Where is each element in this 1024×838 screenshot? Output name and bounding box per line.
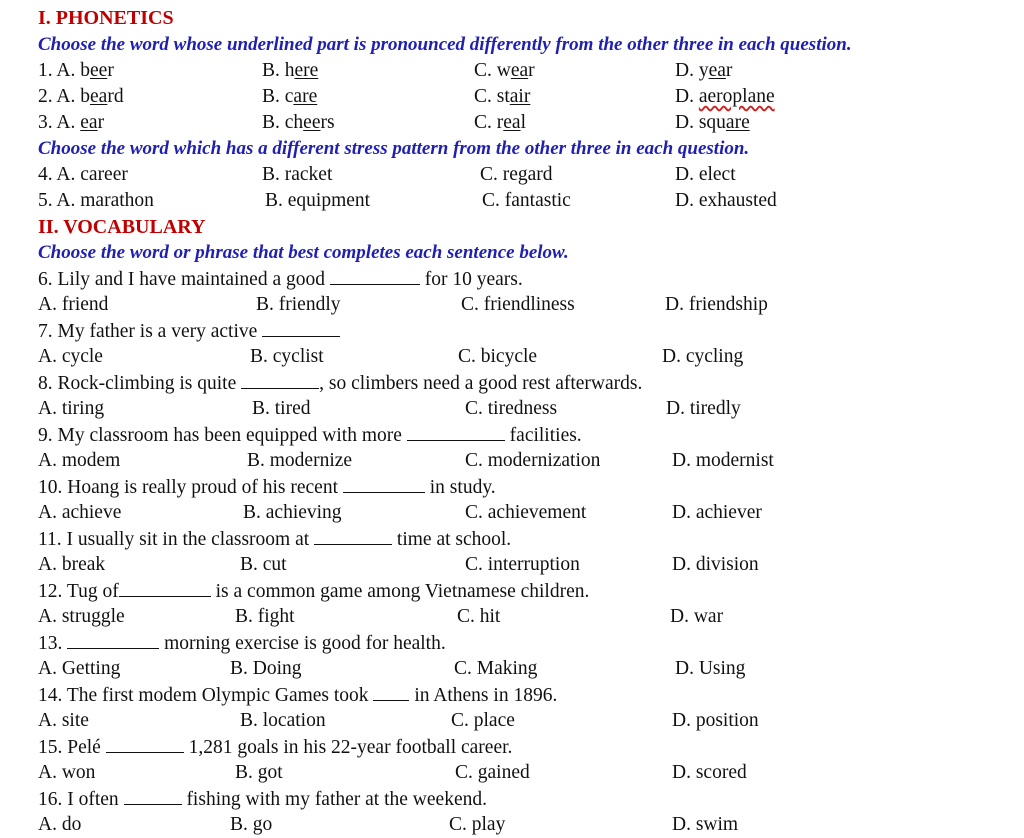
option-a[interactable]: 4. A. career — [38, 164, 128, 185]
answer-row — [0, 812, 1024, 838]
question-stem: 8. Rock-climbing is quite , so climbers need a good rest afterwards. — [38, 370, 642, 397]
option-b[interactable]: B. here — [262, 60, 319, 81]
answer-row — [0, 708, 1024, 734]
answer-row — [0, 656, 1024, 682]
option-a[interactable]: A. achieve — [38, 502, 122, 523]
answer-blank[interactable] — [314, 526, 392, 545]
question-row — [0, 188, 1024, 214]
option-c[interactable]: C. achievement — [465, 502, 587, 523]
option-a[interactable]: A. tiring — [38, 398, 105, 419]
instruction-vocab: Choose the word or phrase that best completes each sentence below. — [38, 242, 569, 263]
option-d[interactable]: D. modernist — [672, 450, 774, 471]
option-a[interactable]: A. site — [38, 710, 89, 731]
answer-row — [0, 292, 1024, 318]
answer-blank[interactable] — [106, 734, 184, 753]
option-b[interactable]: B. racket — [262, 164, 333, 185]
answer-blank[interactable] — [67, 630, 159, 649]
option-b[interactable]: B. achieving — [243, 502, 342, 523]
option-d[interactable]: D. cycling — [662, 346, 744, 367]
option-b[interactable]: B. Doing — [230, 658, 302, 679]
section-title-phonetics: I. PHONETICS — [38, 7, 174, 29]
question-stem: 10. Hoang is really proud of his recent in study. — [38, 474, 496, 501]
option-c[interactable]: C. play — [449, 814, 506, 835]
question-stem: 14. The first modem Olympic Games took in Athens in 1896. — [38, 682, 557, 709]
option-a[interactable]: A. cycle — [38, 346, 103, 367]
answer-blank[interactable] — [262, 318, 340, 337]
section-title-vocabulary: II. VOCABULARY — [38, 216, 206, 238]
answer-blank[interactable] — [373, 682, 409, 701]
option-d[interactable]: D. division — [672, 554, 759, 575]
answer-blank[interactable] — [119, 578, 211, 597]
option-b[interactable]: B. cyclist — [250, 346, 324, 367]
option-a[interactable]: A. do — [38, 814, 82, 835]
option-d[interactable]: D. swim — [672, 814, 739, 835]
option-c[interactable]: C. regard — [480, 164, 553, 185]
question-stem: 12. Tug of is a common game among Vietnamese children. — [38, 578, 589, 605]
option-c[interactable]: C. modernization — [465, 450, 601, 471]
option-d[interactable]: D. tiredly — [666, 398, 741, 419]
option-d[interactable]: D. Using — [675, 658, 746, 679]
question-row — [0, 58, 1024, 84]
option-c[interactable]: C. interruption — [465, 554, 580, 575]
option-c[interactable]: C. real — [474, 112, 526, 133]
option-b[interactable]: B. cheers — [262, 112, 335, 133]
option-d[interactable]: D. achiever — [672, 502, 762, 523]
option-b[interactable]: B. equipment — [265, 190, 371, 211]
option-a[interactable]: A. break — [38, 554, 106, 575]
option-d[interactable]: D. elect — [675, 164, 736, 185]
option-a[interactable]: A. won — [38, 762, 96, 783]
answer-blank[interactable] — [343, 474, 425, 493]
question-stem: 16. I often fishing with my father at the weekend. — [38, 786, 487, 813]
instruction-pronunciation: Choose the word whose underlined part is pronounced differently from the other three in each question. — [38, 34, 852, 55]
answer-row — [0, 500, 1024, 526]
option-c[interactable]: C. wear — [474, 60, 535, 81]
option-d[interactable]: D. position — [672, 710, 759, 731]
answer-row — [0, 552, 1024, 578]
option-a[interactable]: 3. A. ear — [38, 112, 105, 133]
option-b[interactable]: B. tired — [252, 398, 311, 419]
instruction-stress: Choose the word which has a different stress pattern from the other three in each question. — [38, 138, 750, 159]
question-stem: 7. My father is a very active — [38, 318, 340, 345]
question-stem: 15. Pelé 1,281 goals in his 22-year football career. — [38, 734, 512, 761]
option-c[interactable]: C. friendliness — [461, 294, 575, 315]
option-a[interactable]: A. Getting — [38, 658, 121, 679]
question-stem: 13. morning exercise is good for health. — [38, 630, 446, 657]
option-b[interactable]: B. location — [240, 710, 326, 731]
option-b[interactable]: B. got — [235, 762, 283, 783]
answer-blank[interactable] — [407, 422, 505, 441]
option-b[interactable]: B. fight — [235, 606, 295, 627]
question-row — [0, 162, 1024, 188]
option-c[interactable]: C. place — [451, 710, 515, 731]
option-b[interactable]: B. modernize — [247, 450, 353, 471]
option-a[interactable]: A. friend — [38, 294, 109, 315]
option-c[interactable]: C. Making — [454, 658, 538, 679]
option-d[interactable]: D. scored — [672, 762, 747, 783]
option-a[interactable]: A. modem — [38, 450, 121, 471]
option-b[interactable]: B. go — [230, 814, 273, 835]
answer-row — [0, 344, 1024, 370]
option-a[interactable]: 5. A. marathon — [38, 190, 154, 211]
option-b[interactable]: B. cut — [240, 554, 287, 575]
option-c[interactable]: C. bicycle — [458, 346, 538, 367]
answer-row — [0, 448, 1024, 474]
option-a[interactable]: 2. A. beard — [38, 86, 124, 107]
option-c[interactable]: C. gained — [455, 762, 530, 783]
answer-blank[interactable] — [124, 786, 182, 805]
question-row — [0, 84, 1024, 110]
answer-row — [0, 396, 1024, 422]
option-d[interactable]: D. square — [675, 112, 750, 133]
question-stem: 6. Lily and I have maintained a good for 10 years. — [38, 266, 523, 293]
answer-row — [0, 604, 1024, 630]
option-c[interactable]: C. stair — [474, 86, 531, 107]
option-d[interactable]: D. exhausted — [675, 190, 777, 211]
option-b[interactable]: B. friendly — [256, 294, 341, 315]
answer-row — [0, 760, 1024, 786]
option-c[interactable]: C. fantastic — [482, 190, 571, 211]
option-a[interactable]: 1. A. beer — [38, 60, 114, 81]
option-c[interactable]: C. hit — [457, 606, 501, 627]
option-a[interactable]: A. struggle — [38, 606, 125, 627]
answer-blank[interactable] — [330, 266, 420, 285]
question-stem: 9. My classroom has been equipped with more facilities. — [38, 422, 582, 449]
option-d[interactable]: D. friendship — [665, 294, 768, 315]
option-c[interactable]: C. tiredness — [465, 398, 558, 419]
question-row — [0, 110, 1024, 136]
answer-blank[interactable] — [241, 370, 319, 389]
option-d[interactable]: D. war — [670, 606, 724, 627]
option-b[interactable]: B. care — [262, 86, 318, 107]
option-d[interactable]: D. year — [675, 60, 733, 81]
option-d[interactable]: D. aeroplane — [675, 86, 775, 107]
question-stem: 11. I usually sit in the classroom at time at school. — [38, 526, 511, 553]
